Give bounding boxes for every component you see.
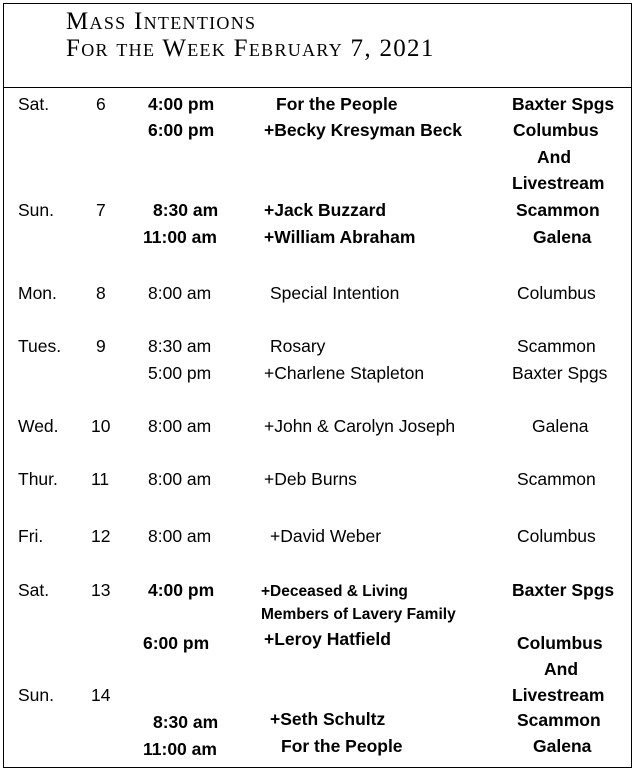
day-label: Fri. — [18, 526, 44, 546]
mass-intention: +Deb Burns — [264, 469, 357, 489]
date-label: 8 — [96, 283, 106, 303]
mass-location: Galena — [533, 736, 592, 756]
mass-time: 8:30 am — [153, 200, 219, 220]
day-label: Thur. — [18, 469, 58, 489]
mass-time: 4:00 pm — [148, 94, 215, 114]
mass-time: 6:00 pm — [143, 633, 210, 653]
mass-location: Columbus — [517, 633, 603, 653]
header-divider — [3, 87, 632, 88]
date-label: 14 — [91, 685, 111, 705]
mass-time: 8:00 am — [148, 416, 212, 436]
mass-intention: Rosary — [270, 336, 326, 356]
mass-intention: +William Abraham — [264, 227, 416, 247]
mass-time: 11:00 am — [143, 739, 217, 759]
mass-location: Baxter Spgs — [512, 363, 608, 383]
day-label: Sun. — [18, 200, 54, 220]
mass-intention: +Leroy Hatfield — [264, 629, 391, 649]
mass-location: Scammon — [517, 469, 596, 489]
mass-location: Columbus — [517, 526, 596, 546]
day-label: Mon. — [18, 283, 57, 303]
mass-intention: +David Weber — [270, 526, 382, 546]
date-label: 13 — [91, 580, 111, 600]
mass-location: Livestream — [512, 685, 605, 705]
mass-location: Scammon — [516, 200, 600, 220]
mass-intention: +Jack Buzzard — [264, 200, 387, 220]
mass-location: Galena — [533, 227, 592, 247]
mass-location: Scammon — [517, 336, 596, 356]
day-label: Tues. — [18, 336, 62, 356]
mass-location: Baxter Spgs — [512, 580, 615, 600]
mass-location: Livestream — [512, 173, 605, 193]
date-label: 12 — [91, 526, 111, 546]
mass-time: 5:00 pm — [148, 363, 212, 383]
date-label: 6 — [96, 94, 106, 114]
mass-time: 8:30 am — [153, 712, 219, 732]
mass-location: And — [537, 147, 572, 167]
title-line-2: For the Week February 7, 2021 — [66, 35, 435, 62]
mass-intention: For the People — [276, 94, 398, 114]
mass-location: Scammon — [517, 710, 601, 730]
day-label: Sat. — [18, 580, 50, 600]
title-line-1: Mass Intentions — [66, 8, 257, 35]
mass-time: 8:30 am — [148, 336, 212, 356]
mass-time: 8:00 am — [148, 526, 212, 546]
day-label: Sat. — [18, 94, 50, 114]
date-label: 7 — [96, 200, 106, 220]
mass-location: Columbus — [517, 283, 596, 303]
day-label: Wed. — [18, 416, 59, 436]
mass-intention: Members of Lavery Family — [261, 606, 456, 623]
day-label: Sun. — [18, 685, 54, 705]
schedule-frame — [3, 3, 632, 768]
mass-time: 6:00 pm — [148, 120, 215, 140]
date-label: 10 — [91, 416, 111, 436]
mass-time: 11:00 am — [143, 227, 217, 247]
mass-time: 8:00 am — [148, 283, 212, 303]
mass-intention: For the People — [281, 736, 403, 756]
mass-time: 4:00 pm — [148, 580, 215, 600]
date-label: 9 — [96, 336, 106, 356]
mass-location: And — [544, 659, 579, 679]
mass-intention: +Charlene Stapleton — [264, 363, 425, 383]
mass-location: Columbus — [513, 120, 599, 140]
mass-location: Galena — [532, 416, 589, 436]
mass-intention: +Becky Kresyman Beck — [264, 120, 462, 140]
mass-intention: Special Intention — [270, 283, 400, 303]
mass-intention: +Deceased & Living — [261, 583, 408, 600]
mass-time: 8:00 am — [148, 469, 212, 489]
mass-location: Baxter Spgs — [512, 94, 615, 114]
mass-intention: +John & Carolyn Joseph — [264, 416, 456, 436]
mass-intention: +Seth Schultz — [270, 709, 386, 729]
date-label: 11 — [91, 469, 110, 489]
